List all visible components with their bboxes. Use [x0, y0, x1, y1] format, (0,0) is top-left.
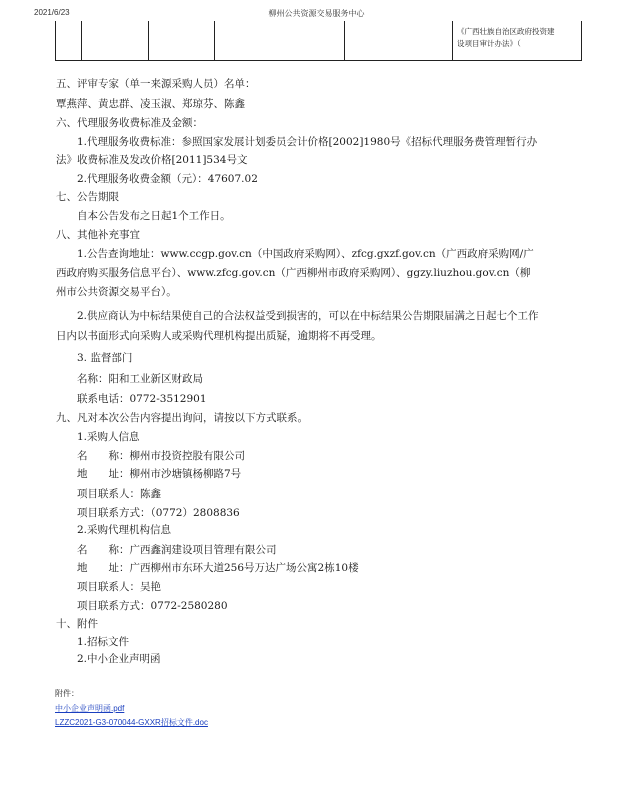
table-fragment [55, 21, 582, 61]
paragraph-line: 法》收费标准及发改价格[2011]534号文 [56, 154, 248, 166]
fee-amount: 2.代理服务收费金额（元）：47607.02 [77, 173, 258, 185]
paragraph-line: 西政府购买服务信息平台）、www.zfcg.gov.cn（广西柳州市政府采购网）、ggzy.liuzhou.gov.cn（柳 [56, 267, 531, 279]
table-divider [148, 21, 149, 60]
attachments-label: 附件： [55, 689, 79, 698]
paragraph-line: 2.供应商认为中标结果使自己的合法权益受到损害的，可以在中标结果公告期限届满之日起七个工作 [77, 310, 539, 322]
paragraph-line: 自本公告发布之日起1个工作日。 [77, 210, 231, 222]
section-heading: 十、附件 [56, 618, 98, 630]
agency-address: 地 址：广西柳州市东环大道256号万达广场公寓2栋10楼 [77, 562, 359, 574]
section-heading: 七、公告期限 [56, 191, 119, 203]
attachment-item: 2.中小企业声明函 [77, 653, 161, 665]
agency-name: 名 称：广西鑫润建设项目管理有限公司 [77, 544, 277, 556]
table-divider [452, 21, 453, 60]
attachment-link-sme-declaration[interactable]: 中小企业声明函.pdf [55, 704, 125, 713]
supervisor-name: 名称：阳和工业新区财政局 [77, 373, 203, 385]
expert-names: 覃燕萍、黄忠群、凌玉淑、郑琼芬、陈鑫 [56, 98, 245, 110]
section-heading: 八、其他补充事宜 [56, 229, 140, 241]
section-heading: 六、代理服务收费标准及金额： [56, 117, 203, 129]
purchaser-address: 地 址：柳州市沙塘镇杨柳路7号 [77, 468, 242, 480]
purchaser-contact: 项目联系人：陈鑫 [77, 488, 161, 500]
supervisor-phone: 联系电话：0772-3512901 [77, 393, 207, 405]
attachment-link-tender-doc[interactable]: LZZC2021-G3-070044-GXXR招标文件.doc [55, 718, 208, 727]
table-cell [457, 26, 581, 50]
paragraph-line: 1.公告查询地址：www.ccgp.gov.cn（中国政府采购网）、zfcg.gxzf.gov.cn（广西政府采购网/广 [77, 248, 534, 260]
paragraph-line: 日内以书面形式向采购人或采购代理机构提出质疑，逾期将不再受理。 [56, 330, 382, 342]
table-divider [214, 21, 215, 60]
table-cell-line: 设项目审计办法》（ [457, 39, 521, 48]
subheading: 2.采购代理机构信息 [77, 524, 172, 536]
agency-contact: 项目联系人：吴艳 [77, 581, 161, 593]
page-header-title: 柳州公共资源交易服务中心 [268, 9, 365, 18]
subheading: 3. 监督部门 [77, 352, 133, 364]
attachment-item: 1.招标文件 [77, 636, 130, 648]
paragraph-line: 1.代理服务收费标准：参照国家发展计划委员会计价格[2002]1980号《招标代理服务费管理暂行办 [77, 136, 538, 148]
print-date: 2021/6/23 [34, 8, 70, 17]
paragraph-line: 州市公共资源交易平台）。 [56, 286, 177, 298]
table-divider [344, 21, 345, 60]
agency-phone: 项目联系方式：0772-2580280 [77, 600, 228, 612]
section-heading: 九、凡对本次公告内容提出询问，请按以下方式联系。 [56, 412, 308, 424]
purchaser-name: 名 称：柳州市投资控股有限公司 [77, 450, 245, 462]
table-divider [81, 21, 82, 60]
section-heading: 五、评审专家（单一来源采购人员）名单： [56, 78, 256, 90]
subheading: 1.采购人信息 [77, 431, 140, 443]
purchaser-phone: 项目联系方式：（0772）2808836 [77, 507, 240, 519]
table-cell-line: 《广西壮族自治区政府投资建 [457, 27, 555, 36]
